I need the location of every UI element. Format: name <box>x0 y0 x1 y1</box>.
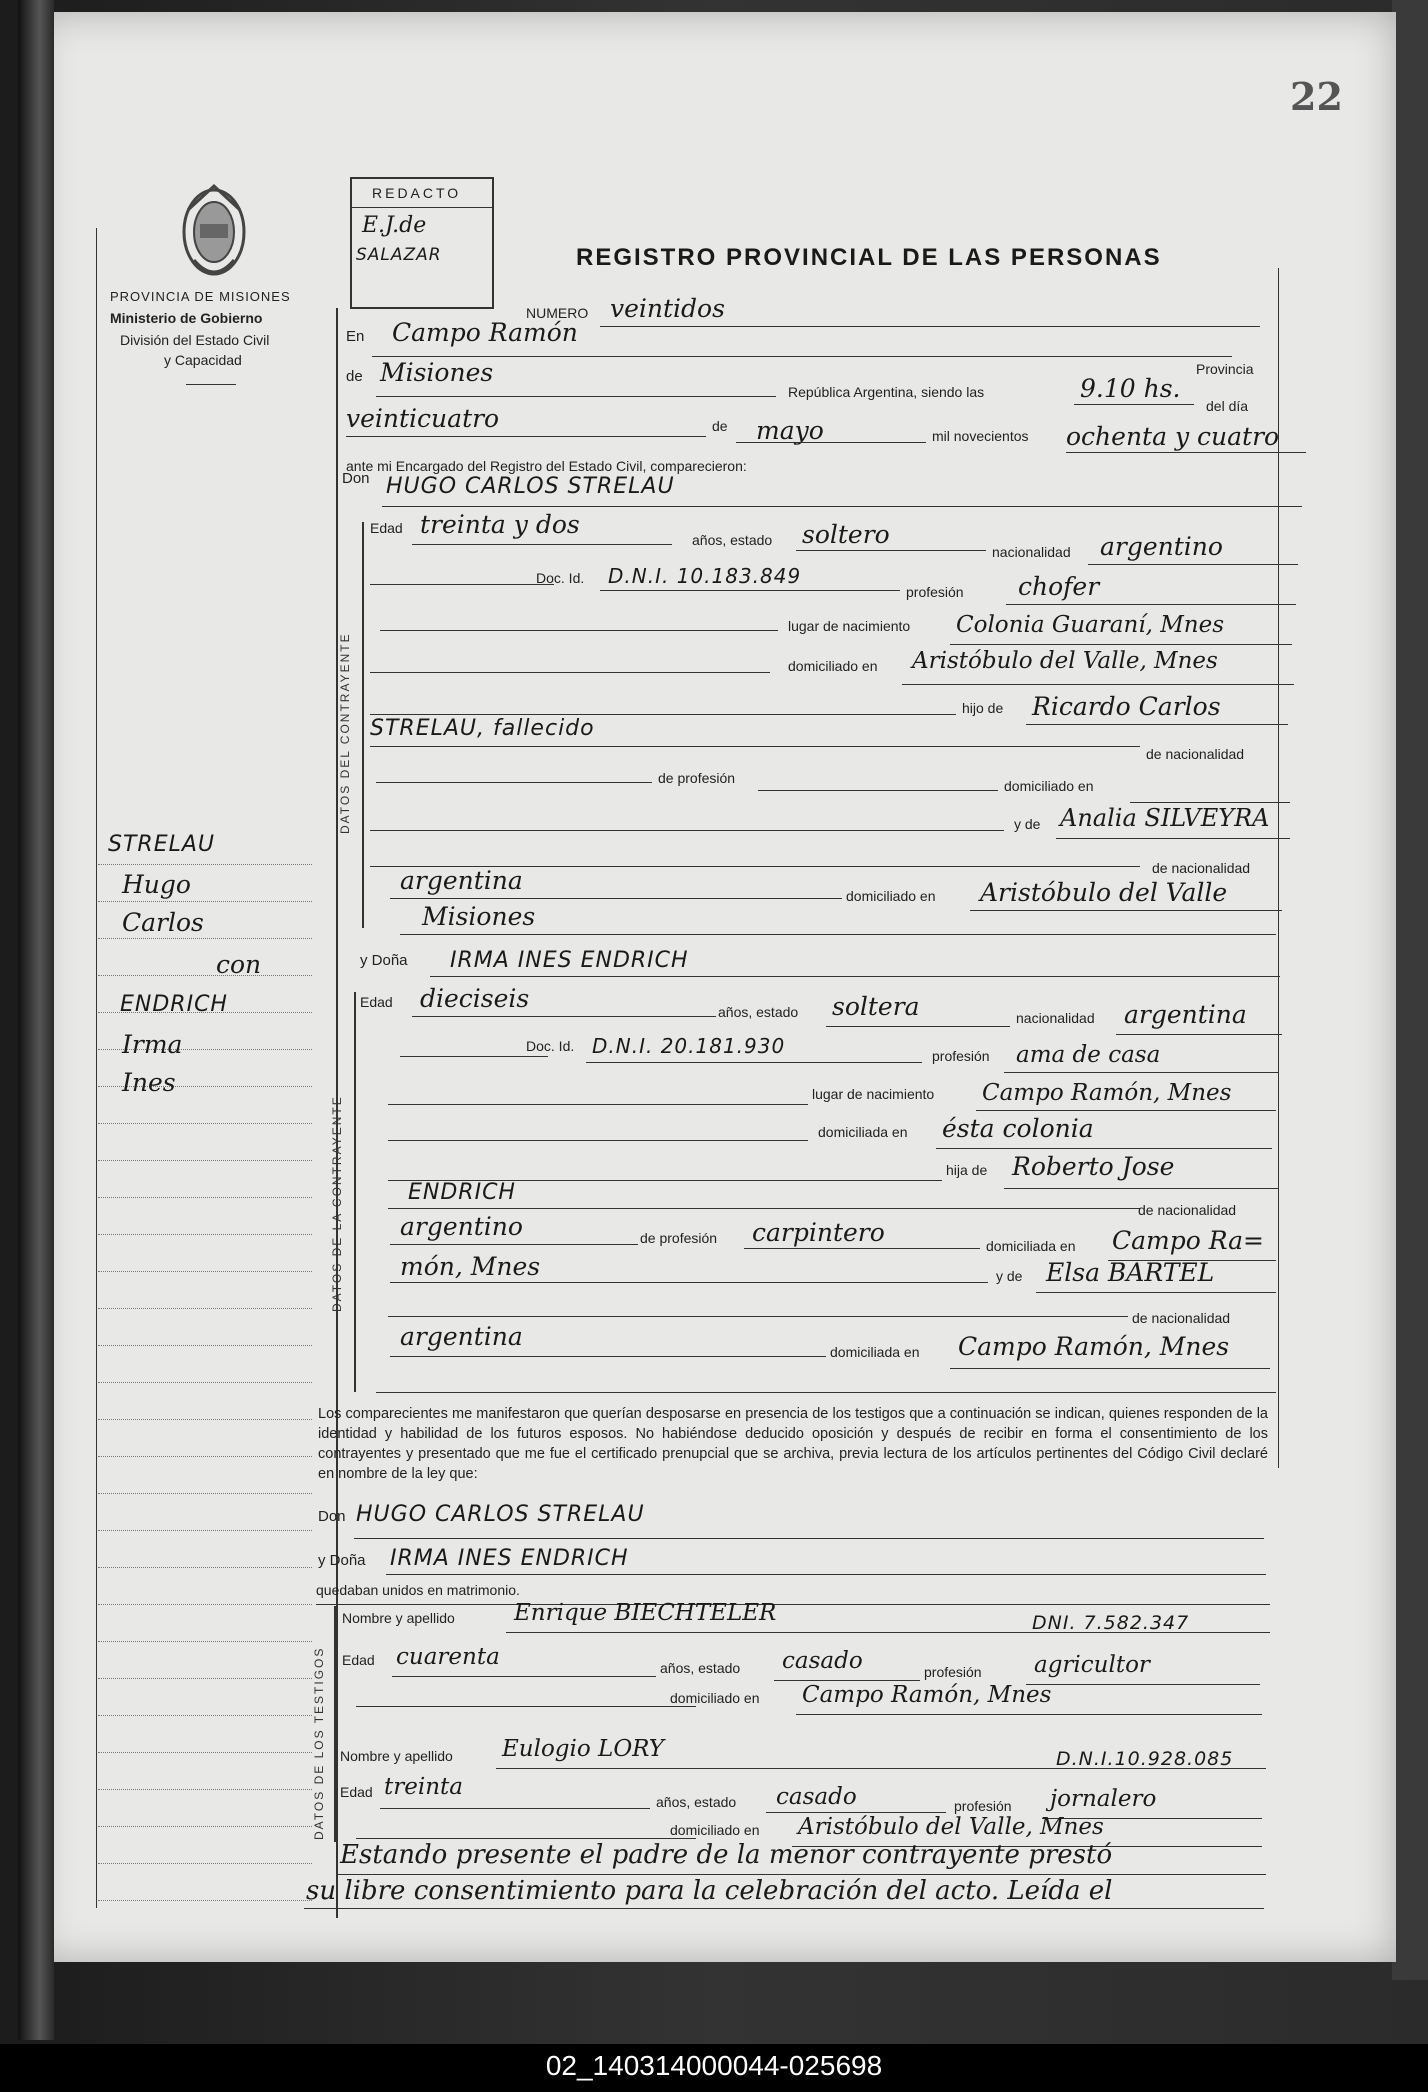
witness1-age: cuarenta <box>396 1644 500 1670</box>
rule-groom-name <box>382 506 1302 507</box>
label-numero: NUMERO <box>526 305 589 321</box>
rule-note-2 <box>304 1908 1264 1909</box>
act-hour: 9.10 hs. <box>1080 374 1181 403</box>
label-en: En <box>346 328 365 345</box>
label-don: Don <box>342 470 370 487</box>
rule-groom-age <box>412 544 672 545</box>
witness2-status: casado <box>776 1784 857 1810</box>
rule-bride-end <box>376 1392 1276 1393</box>
label-de: de <box>346 368 363 385</box>
margin-dotted-line <box>98 1271 312 1272</box>
rule-bride-mother-pre <box>388 1316 1128 1317</box>
label-doc-bride: Doc. Id. <box>526 1038 575 1054</box>
label-de-prof-bride-father: de profesión <box>640 1230 718 1246</box>
rule-groom-father <box>1026 724 1288 725</box>
bride-father-dom: Campo Ra= <box>1112 1226 1264 1255</box>
margin-name-2a: Irma <box>122 1030 183 1059</box>
rule-mother-nat <box>390 898 842 899</box>
label-de-nac-father: de nacionalidad <box>1146 746 1245 762</box>
label-dona-union: y Doña <box>318 1552 366 1569</box>
margin-surname-1: STRELAU <box>108 832 215 857</box>
margin-dotted-line <box>98 1493 312 1494</box>
margin-dotted-line <box>98 1567 312 1568</box>
margin-dotted-line <box>98 1345 312 1346</box>
bride-father-nat: argentino <box>400 1212 523 1241</box>
act-place: Campo Ramón <box>392 318 578 347</box>
bride-domicile: ésta colonia <box>942 1114 1094 1143</box>
label-del-dia: del día <box>1206 398 1249 414</box>
groom-nationality: argentino <box>1100 532 1223 561</box>
bride-nationality: argentina <box>1124 1000 1247 1029</box>
rule-mother-dom <box>970 910 1282 911</box>
label-y-dona: y Doña <box>360 952 408 969</box>
groom-father-2: STRELAU, fallecido <box>370 716 595 741</box>
label-republica: República Argentina, siendo las <box>788 384 985 400</box>
rule-w1-dom <box>796 1714 1262 1715</box>
label-prof-groom: profesión <box>906 584 964 600</box>
org-ministry: Ministerio de Gobierno <box>110 310 263 326</box>
stamp-label: REDACTO <box>372 185 462 201</box>
margin-name-1b: Carlos <box>122 908 204 937</box>
groom-birthplace: Colonia Guaraní, Mnes <box>956 612 1225 638</box>
label-provincia: Provincia <box>1196 361 1254 377</box>
margin-dotted-line <box>98 1900 312 1901</box>
label-nombre-w2: Nombre y apellido <box>340 1748 453 1764</box>
rule-year <box>1066 452 1306 453</box>
rule-bride-nat <box>1116 1034 1282 1035</box>
rule-union-groom <box>354 1538 1264 1539</box>
margin-dotted-line <box>98 1641 312 1642</box>
groom-mother-nat: argentina <box>400 866 523 895</box>
rule-groom-nat <box>1088 564 1298 565</box>
margin-dotted-line <box>98 1456 312 1457</box>
rule-groom-father-2 <box>370 746 1140 747</box>
rule-bride-prof <box>1004 1072 1278 1073</box>
rule-w1-status <box>774 1680 920 1681</box>
margin-dotted-line <box>98 901 312 902</box>
rule-hour <box>1074 404 1194 405</box>
book-edge <box>1392 0 1428 1980</box>
groom-status: soltero <box>802 520 890 549</box>
rule-groom-dom-pre <box>370 672 770 673</box>
margin-dotted-line <box>98 1604 312 1605</box>
groom-mother-dom-2: Misiones <box>422 902 536 931</box>
margin-dotted-line <box>98 1382 312 1383</box>
page-number: 22 <box>1290 74 1343 119</box>
label-nac-bride: nacionalidad <box>1016 1010 1095 1026</box>
witness2-doc: D.N.I.10.928.085 <box>1056 1748 1234 1770</box>
label-prof-bride: profesión <box>932 1048 990 1064</box>
margin-con: con <box>216 950 262 979</box>
rule-quedaban <box>316 1604 1270 1605</box>
groom-mother: Analia SILVEYRA <box>1060 804 1270 832</box>
label-dom-bride: domiciliada en <box>818 1124 908 1140</box>
label-dom-w1: domiciliado en <box>670 1690 760 1706</box>
label-anos-w1: años, estado <box>660 1660 741 1676</box>
label-edad-w2: Edad <box>340 1784 373 1800</box>
label-edad-groom: Edad <box>370 520 403 536</box>
label-anos-groom: años, estado <box>692 532 773 548</box>
margin-dotted-line <box>98 1789 312 1790</box>
declaration-paragraph: Los comparecientes me manifestaron que querían desposarse en presencia de los testigos que a continuación se indican, quienes responden de la identidad y habilidad de los futuros esposos. No habiéndose deducido oposición y después de recibir en forma el consentimiento de los contrayentes y presentado que me fue el certificado prenupcial que se archiva, previa lectura de los artículos pertinentes del Código Civil declaré en nombre de la ley que: <box>318 1406 1268 1482</box>
rule-groom-dom <box>902 684 1294 685</box>
rule-bride-father <box>1004 1188 1278 1189</box>
witness2-profession: jornalero <box>1050 1786 1157 1812</box>
rule-groom-prof <box>1006 604 1296 605</box>
label-ante-mi: ante mi Encargado del Registro del Estado Civil, comparecieron: <box>346 458 747 474</box>
union-groom: HUGO CARLOS STRELAU <box>356 1502 645 1527</box>
union-bride: IRMA INES ENDRICH <box>390 1546 629 1571</box>
witness2-name: Eulogio LORY <box>502 1736 664 1762</box>
label-dom-bride-mother: domiciliada en <box>830 1344 920 1360</box>
rule-bride-father-2 <box>388 1208 1140 1209</box>
rule-father-prof <box>758 790 998 791</box>
bride-name: IRMA INES ENDRICH <box>450 948 689 973</box>
rule-groom-birth <box>950 644 1292 645</box>
rule-bride-father-prof <box>744 1248 980 1249</box>
bride-mother: Elsa BARTEL <box>1046 1258 1215 1287</box>
label-y-de-groom: y de <box>1014 816 1041 832</box>
label-dom-groom: domiciliado en <box>788 658 878 674</box>
rule-father-dom <box>1130 802 1290 803</box>
margin-dotted-line <box>98 1678 312 1679</box>
stamp-hand-line-1: E.J.de <box>362 213 427 238</box>
label-prof-w1: profesión <box>924 1664 982 1680</box>
label-y-de-bride: y de <box>996 1268 1023 1284</box>
margin-dotted-line <box>98 938 312 939</box>
label-de-nac-mother: de nacionalidad <box>1152 860 1251 876</box>
label-quedaban: quedaban unidos en matrimonio. <box>316 1582 520 1598</box>
label-dom-bride-father: domiciliada en <box>986 1238 1076 1254</box>
label-anos-bride: años, estado <box>718 1004 799 1020</box>
stamp-hand-line-2: SALAZAR <box>356 245 442 265</box>
rule-mother-dom-2 <box>400 934 1276 935</box>
rule-w2-age <box>380 1808 650 1809</box>
margin-name-1a: Hugo <box>122 870 191 899</box>
side-label-witnesses: DATOS DE LOS TESTIGOS <box>312 1646 326 1840</box>
rule-y-de-pre <box>370 830 1004 831</box>
witness2-domicile: Aristóbulo del Valle, Mnes <box>798 1814 1104 1840</box>
rule-groom-status <box>796 550 986 551</box>
bride-father-dom-2: món, Mnes <box>400 1252 541 1281</box>
act-year: ochenta y cuatro <box>1066 422 1280 451</box>
bride-profession: ama de casa <box>1016 1042 1161 1068</box>
label-de-mes: de <box>712 418 728 434</box>
label-edad-w1: Edad <box>342 1652 375 1668</box>
label-nac-groom: nacionalidad <box>992 544 1071 560</box>
label-dom-father: domiciliado en <box>1004 778 1094 794</box>
register-title: REGISTRO PROVINCIAL DE LAS PERSONAS <box>576 244 1162 271</box>
margin-dotted-line <box>98 1197 312 1198</box>
label-de-nac-bride-father: de nacionalidad <box>1138 1202 1237 1218</box>
witness1-status: casado <box>782 1648 863 1674</box>
register-page <box>36 12 1396 1962</box>
rule-bride-mother-dom <box>950 1368 1270 1369</box>
label-mil-novecientos: mil novecientos <box>932 428 1029 444</box>
rule-bride-mother <box>1036 1292 1276 1293</box>
rule-bride-mother-nat <box>390 1356 826 1357</box>
bride-father-2: ENDRICH <box>408 1180 516 1205</box>
rule-bride-lugar-pre <box>388 1104 808 1105</box>
bride-mother-nat: argentina <box>400 1322 523 1351</box>
bride-father: Roberto Jose <box>1012 1152 1175 1181</box>
rule-father-nat <box>376 782 652 783</box>
groom-name: HUGO CARLOS STRELAU <box>386 474 675 499</box>
rule-groom-mother <box>1056 838 1290 839</box>
witness-block-rule <box>334 1606 336 1842</box>
rule-w2-dom-pre <box>356 1838 696 1839</box>
groom-doc: D.N.I. 10.183.849 <box>608 564 802 588</box>
rule-note-1 <box>336 1874 1266 1875</box>
groom-age: treinta y dos <box>420 510 580 539</box>
bride-doc: D.N.I. 20.181.930 <box>592 1034 786 1058</box>
file-id-footer: 02_140314000044-025698 <box>0 2044 1428 2092</box>
label-de-nac-bride-mother: de nacionalidad <box>1132 1310 1231 1326</box>
org-division: División del Estado Civil <box>120 332 270 348</box>
rule-bride-birth <box>976 1110 1276 1111</box>
bride-birthplace: Campo Ramón, Mnes <box>982 1080 1232 1106</box>
rule-w2-status <box>766 1812 946 1813</box>
rule-bride-dom <box>936 1148 1272 1149</box>
label-lugar-groom: lugar de nacimiento <box>788 618 911 634</box>
note-line-1: Estando presente el padre de la menor contrayente prestó <box>340 1840 1113 1870</box>
rule-bride-dom-pre <box>388 1140 808 1141</box>
groom-father: Ricardo Carlos <box>1032 692 1221 721</box>
margin-dotted-line <box>98 1826 312 1827</box>
margin-dotted-line <box>98 1160 312 1161</box>
rule-union-bride <box>386 1574 1266 1575</box>
margin-dotted-line <box>98 1863 312 1864</box>
rule-bride-doc <box>586 1062 922 1063</box>
rule-groom-doc <box>600 590 900 591</box>
label-anos-w2: años, estado <box>656 1794 737 1810</box>
margin-surname-2: ENDRICH <box>120 992 228 1017</box>
witness1-domicile: Campo Ramón, Mnes <box>802 1682 1052 1708</box>
bride-status: soltera <box>832 992 920 1021</box>
rule-numero <box>600 326 1260 327</box>
margin-dotted-line <box>98 864 312 865</box>
groom-mother-dom: Aristóbulo del Valle <box>980 878 1228 907</box>
rule-bride-father-dom-2 <box>390 1282 988 1283</box>
label-de-prof-father: de profesión <box>658 770 736 786</box>
rule-day <box>346 436 706 437</box>
bride-block-rule <box>354 992 356 1392</box>
rule-bride-name <box>430 976 1280 977</box>
org-province: PROVINCIA DE MISIONES <box>110 289 291 304</box>
margin-dotted-line <box>98 975 312 976</box>
label-hijo: hijo de <box>962 700 1004 716</box>
margin-dotted-line <box>98 1308 312 1309</box>
margin-dotted-line <box>98 1123 312 1124</box>
rule-month <box>736 442 926 443</box>
margin-dotted-line <box>98 1752 312 1753</box>
groom-profession: chofer <box>1018 572 1100 601</box>
book-binding <box>18 0 54 2040</box>
bride-age: dieciseis <box>420 984 530 1013</box>
rule-w1-prof <box>1026 1684 1260 1685</box>
org-underline <box>186 384 236 385</box>
rule-bride-father-nat <box>390 1244 638 1245</box>
label-lugar-bride: lugar de nacimiento <box>812 1086 935 1102</box>
label-hija: hija de <box>946 1162 988 1178</box>
rule-w1-age <box>392 1676 656 1677</box>
act-month: mayo <box>756 416 824 445</box>
label-dom-mother: domiciliado en <box>846 888 936 904</box>
redacto-stamp <box>350 177 494 309</box>
label-edad-bride: Edad <box>360 994 393 1010</box>
rule-province <box>376 396 776 397</box>
rule-groom-doc-pre <box>370 584 554 585</box>
org-capacidad: y Capacidad <box>164 352 242 368</box>
margin-rule <box>96 228 97 1908</box>
witness1-doc: DNI. 7.582.347 <box>1032 1612 1190 1634</box>
side-label-bride: DATOS DE LA CONTRAYENTE <box>330 1095 344 1312</box>
margin-dotted-line <box>98 1234 312 1235</box>
bride-father-prof: carpintero <box>752 1218 885 1247</box>
rule-bride-status <box>826 1026 1010 1027</box>
groom-domicile: Aristóbulo del Valle, Mnes <box>912 648 1218 674</box>
groom-block-rule <box>362 522 364 928</box>
stamp-divider <box>352 207 492 208</box>
rule-place <box>372 356 1232 357</box>
bride-mother-dom: Campo Ramón, Mnes <box>958 1332 1230 1361</box>
rule-groom-lugar-pre <box>380 630 778 631</box>
witness2-age: treinta <box>384 1774 463 1800</box>
margin-dotted-line <box>98 1715 312 1716</box>
label-don-union: Don <box>318 1508 346 1525</box>
rule-groom-hijo-pre <box>370 714 956 715</box>
label-dom-w2: domiciliado en <box>670 1822 760 1838</box>
margin-dotted-line <box>98 1419 312 1420</box>
witness1-profession: agricultor <box>1034 1652 1150 1678</box>
side-label-groom: DATOS DEL CONTRAYENTE <box>338 632 352 834</box>
rule-bride-age <box>412 1016 716 1017</box>
act-number: veintidos <box>610 294 725 323</box>
witness1-name: Enrique BIECHTELER <box>514 1600 777 1626</box>
rule-w1-dom-pre <box>356 1706 696 1707</box>
act-day: veinticuatro <box>346 404 500 433</box>
act-province: Misiones <box>380 358 494 387</box>
margin-name-2b: Ines <box>122 1068 176 1097</box>
label-nombre-w1: Nombre y apellido <box>342 1610 455 1626</box>
rule-bride-doc-pre <box>400 1056 548 1057</box>
margin-dotted-line <box>98 1530 312 1531</box>
province-crest-icon <box>174 180 254 290</box>
note-line-2: su libre consentimiento para la celebración del acto. Leída el <box>306 1876 1113 1906</box>
label-doc-groom: Doc. Id. <box>536 570 585 586</box>
label-prof-w2: profesión <box>954 1798 1012 1814</box>
